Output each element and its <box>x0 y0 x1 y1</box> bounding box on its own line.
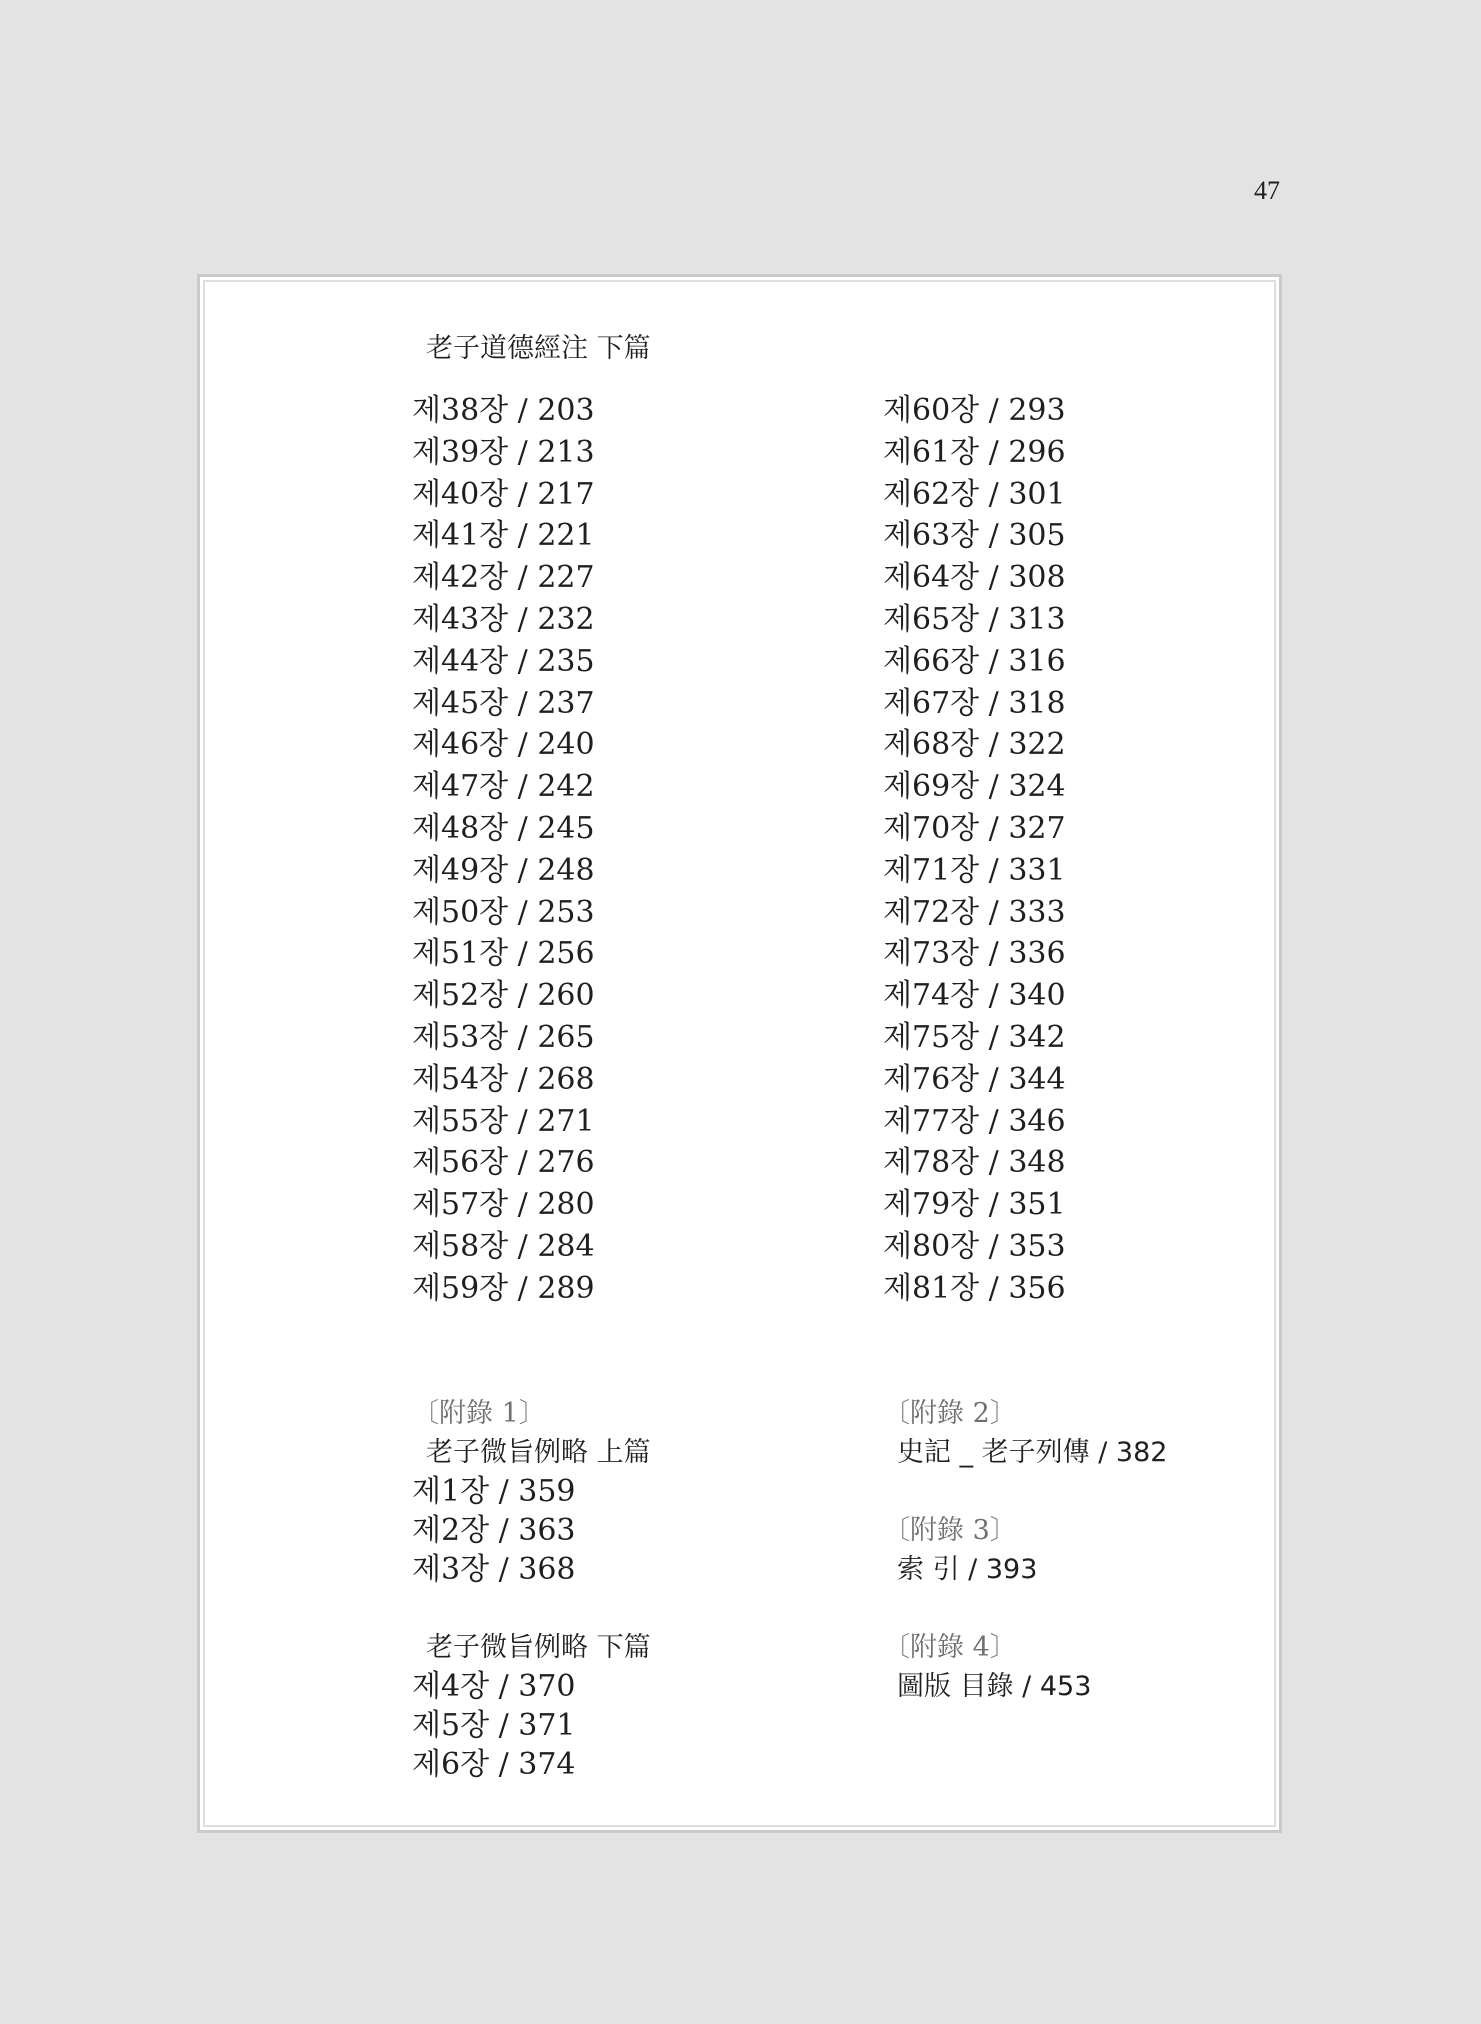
toc-entry: 제63장 / 305 <box>883 518 1066 554</box>
toc-entry: 제79장 / 351 <box>883 1187 1066 1223</box>
toc-entry: 제74장 / 340 <box>883 978 1066 1014</box>
toc-entry: 제49장 / 248 <box>412 852 595 888</box>
toc-entry: 제1장 / 359 <box>412 1474 576 1509</box>
toc-entry: 제59장 / 289 <box>412 1270 595 1306</box>
toc-entry: 제55장 / 271 <box>412 1103 595 1139</box>
toc-entry: 제41장 / 221 <box>412 518 595 554</box>
toc-entry: 제45장 / 237 <box>412 685 595 721</box>
appendix-3-title: 索 引 / 393 <box>897 1554 1038 1585</box>
section-heading-lower-book: 老子道德經注 下篇 <box>426 333 651 364</box>
toc-entry: 제5장 / 371 <box>412 1708 576 1743</box>
contents-column-left <box>412 277 651 1310</box>
toc-entry: 제81장 / 356 <box>883 1270 1066 1306</box>
toc-entry: 제47장 / 242 <box>412 769 595 805</box>
appendix-3-label: 〔附錄 3〕 <box>883 1515 1017 1546</box>
toc-entry: 제69장 / 324 <box>883 769 1066 805</box>
toc-entry: 제50장 / 253 <box>412 894 595 930</box>
toc-entry: 제61장 / 296 <box>883 434 1066 470</box>
toc-entry: 제53장 / 265 <box>412 1019 595 1055</box>
toc-entry: 제66장 / 316 <box>883 643 1066 679</box>
chapter-list-left <box>412 390 651 1310</box>
toc-entry: 제65장 / 313 <box>883 601 1066 637</box>
toc-entry: 제70장 / 327 <box>883 810 1066 846</box>
toc-entry: 제56장 / 276 <box>412 1145 595 1181</box>
toc-entry: 제75장 / 342 <box>883 1019 1066 1055</box>
appendix-1-heading-upper: 老子微旨例略 上篇 <box>426 1437 651 1468</box>
toc-entry: 제57장 / 280 <box>412 1187 595 1223</box>
toc-entry: 제71장 / 331 <box>883 852 1066 888</box>
toc-entry: 제67장 / 318 <box>883 685 1066 721</box>
contents-column-right <box>883 390 1066 1310</box>
appendix-4-title: 圖版 目錄 / 453 <box>897 1671 1092 1702</box>
toc-entry: 제78장 / 348 <box>883 1145 1066 1181</box>
toc-entry: 제3장 / 368 <box>412 1552 576 1587</box>
toc-entry: 제42장 / 227 <box>412 560 595 596</box>
toc-entry: 제2장 / 363 <box>412 1513 576 1548</box>
toc-entry: 제39장 / 213 <box>412 434 595 470</box>
toc-entry: 제44장 / 235 <box>412 643 595 679</box>
toc-entry: 제76장 / 344 <box>883 1061 1066 1097</box>
chapter-list-right <box>883 390 1066 1310</box>
toc-entry: 제73장 / 336 <box>883 936 1066 972</box>
appendix-2-label: 〔附錄 2〕 <box>883 1398 1017 1429</box>
toc-entry: 제51장 / 256 <box>412 936 595 972</box>
contents-frame <box>197 274 1282 1833</box>
toc-entry: 제40장 / 217 <box>412 476 595 512</box>
toc-entry: 제38장 / 203 <box>412 393 595 428</box>
toc-entry: 제62장 / 301 <box>883 476 1066 512</box>
toc-entry: 제80장 / 353 <box>883 1228 1066 1264</box>
toc-entry: 제68장 / 322 <box>883 727 1066 763</box>
appendix-1-label: 〔附錄 1〕 <box>412 1398 546 1429</box>
toc-entry: 제72장 / 333 <box>883 894 1066 930</box>
appendix-1-heading-lower: 老子微旨例略 下篇 <box>426 1632 651 1663</box>
appendix-2-title: 史記 _ 老子列傳 / 382 <box>897 1437 1168 1468</box>
toc-entry: 제64장 / 308 <box>883 560 1066 596</box>
toc-entry: 제60장 / 293 <box>883 393 1066 428</box>
appendix-4-label: 〔附錄 4〕 <box>883 1632 1017 1663</box>
toc-entry: 제58장 / 284 <box>412 1228 595 1264</box>
appendix-right-block <box>883 1394 1167 1706</box>
page-number: 47 <box>1254 176 1280 205</box>
toc-entry: 제48장 / 245 <box>412 810 595 846</box>
toc-entry: 제77장 / 346 <box>883 1103 1066 1139</box>
toc-entry: 제43장 / 232 <box>412 601 595 637</box>
toc-entry: 제52장 / 260 <box>412 978 595 1014</box>
toc-entry: 제46장 / 240 <box>412 727 595 763</box>
appendix-1-block <box>412 1394 651 1784</box>
toc-entry: 제54장 / 268 <box>412 1061 595 1097</box>
toc-entry: 제4장 / 370 <box>412 1669 576 1704</box>
toc-entry: 제6장 / 374 <box>412 1747 576 1782</box>
